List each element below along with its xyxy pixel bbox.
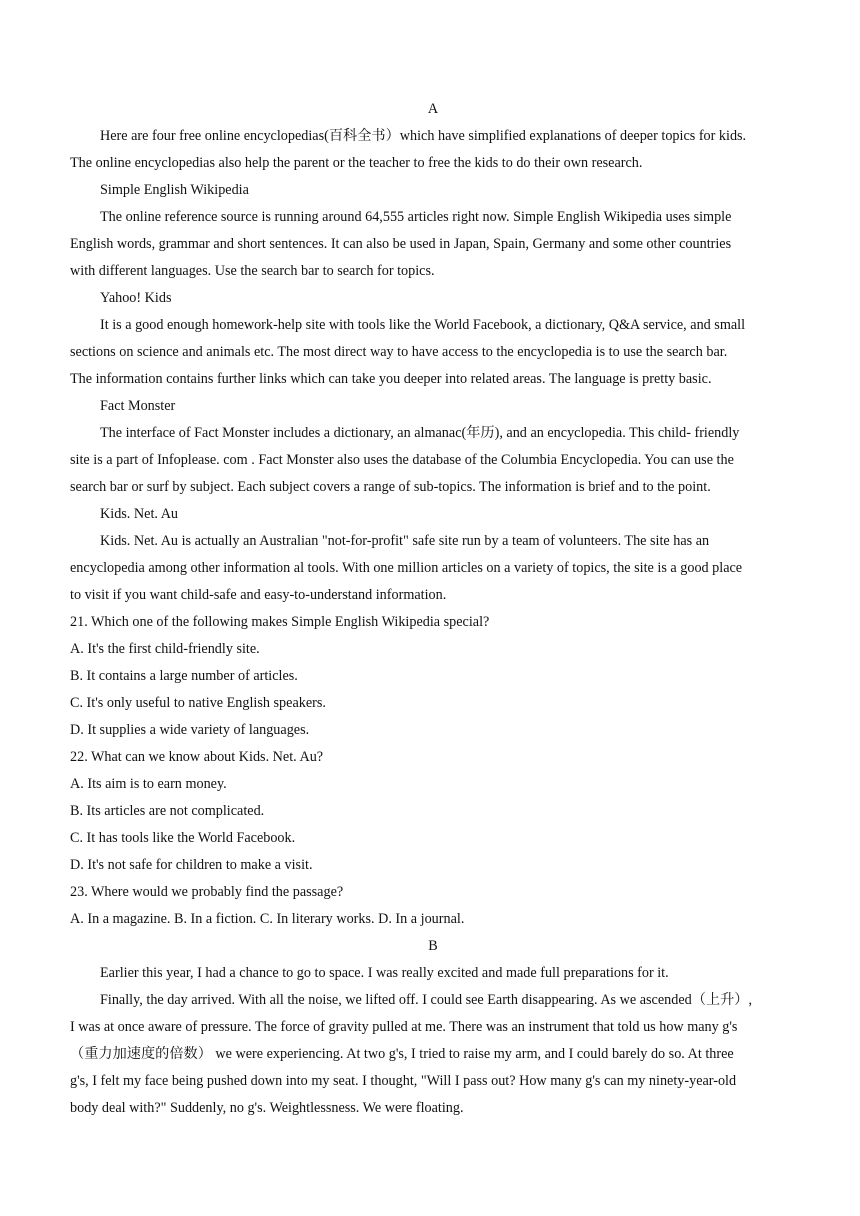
section-a-heading: A: [427, 101, 439, 117]
question-23: [70, 879, 796, 933]
intro-paragraph: [70, 123, 796, 177]
site-description-yahoo-kids: [70, 312, 796, 393]
body-line: with different languages. Use the search bar to search for topics.: [70, 263, 435, 279]
site-name-kids-net-au: Kids. Net. Au: [100, 506, 179, 522]
answer-option: B. It contains a large number of articles.: [70, 668, 298, 684]
section-b-paragraph-2: [70, 987, 796, 1122]
answer-options-inline: A. In a magazine. B. In a fiction. C. In literary works. D. In a journal.: [70, 911, 465, 927]
body-line: The interface of Fact Monster includes a dictionary, an almanac(年历), and an encyclopedia. This child- friendly: [100, 425, 740, 441]
body-line: site is a part of Infoplease. com . Fact Monster also uses the database of the Columbia Encyclopedia. You can use the: [70, 452, 734, 468]
question-stem: 21. Which one of the following makes Simple English Wikipedia special?: [70, 614, 490, 630]
body-line: The online reference source is running around 64,555 articles right now. Simple English Wikipedia uses simple: [100, 209, 732, 225]
body-line: body deal with?" Suddenly, no g's. Weightlessness. We were floating.: [70, 1100, 464, 1116]
question-22: [70, 744, 796, 879]
question-stem: 23. Where would we probably find the passage?: [70, 884, 344, 900]
intro-line: The online encyclopedias also help the parent or the teacher to free the kids to do their own research.: [70, 155, 643, 171]
site-name-yahoo-kids: Yahoo! Kids: [100, 290, 172, 306]
answer-option: A. Its aim is to earn money.: [70, 776, 227, 792]
body-line: （重力加速度的倍数） we were experiencing. At two g's, I tried to raise my arm, and I could barely do so. At three: [70, 1046, 734, 1062]
site-description-simple-english-wikipedia: [70, 204, 796, 285]
answer-option: C. It's only useful to native English speakers.: [70, 695, 326, 711]
question-stem: 22. What can we know about Kids. Net. Au?: [70, 749, 324, 765]
body-line: g's, I felt my face being pushed down into my seat. I thought, "Will I pass out? How many g's can my ninety-year-old: [70, 1073, 737, 1089]
answer-option: B. Its articles are not complicated.: [70, 803, 265, 819]
answer-option: A. It's the first child-friendly site.: [70, 641, 260, 657]
answer-option: D. It supplies a wide variety of languages.: [70, 722, 310, 738]
body-line: I was at once aware of pressure. The force of gravity pulled at me. There was an instrument that told us how many g's: [70, 1019, 738, 1035]
body-line: to visit if you want child-safe and easy-to-understand information.: [70, 587, 447, 603]
body-line: sections on science and animals etc. The most direct way to have access to the encyclopedia is to use the search bar.: [70, 344, 728, 360]
body-line: Finally, the day arrived. With all the noise, we lifted off. I could see Earth disappearing. As we ascended（上升）,: [100, 992, 753, 1008]
body-line: search bar or surf by subject. Each subject covers a range of sub-topics. The information is brief and to the point.: [70, 479, 711, 495]
section-b-paragraph-1: Earlier this year, I had a chance to go to space. I was really excited and made full preparations for it.: [100, 965, 669, 981]
site-name-simple-english-wikipedia: Simple English Wikipedia: [100, 182, 249, 198]
site-description-kids-net-au: [70, 528, 796, 609]
site-description-fact-monster: [70, 420, 796, 501]
body-line: The information contains further links which can take you deeper into related areas. The language is pretty basic.: [70, 371, 712, 387]
body-line: English words, grammar and short sentences. It can also be used in Japan, Spain, Germany and some other countries: [70, 236, 732, 252]
question-21: [70, 609, 796, 744]
site-name-fact-monster: Fact Monster: [100, 398, 176, 414]
answer-option: C. It has tools like the World Facebook.: [70, 830, 296, 846]
intro-line: Here are four free online encyclopedias(百科全书）which have simplified explanations of deeper topics for kids.: [100, 128, 747, 144]
section-b-heading: B: [428, 938, 438, 954]
body-line: encyclopedia among other information al tools. With one million articles on a variety of topics, the site is a good place: [70, 560, 743, 576]
answer-option: D. It's not safe for children to make a visit.: [70, 857, 313, 873]
body-line: It is a good enough homework-help site with tools like the World Facebook, a dictionary, Q&A service, and small: [100, 317, 746, 333]
body-line: Kids. Net. Au is actually an Australian "not-for-profit" safe site run by a team of volunteers. The site has an: [100, 533, 710, 549]
